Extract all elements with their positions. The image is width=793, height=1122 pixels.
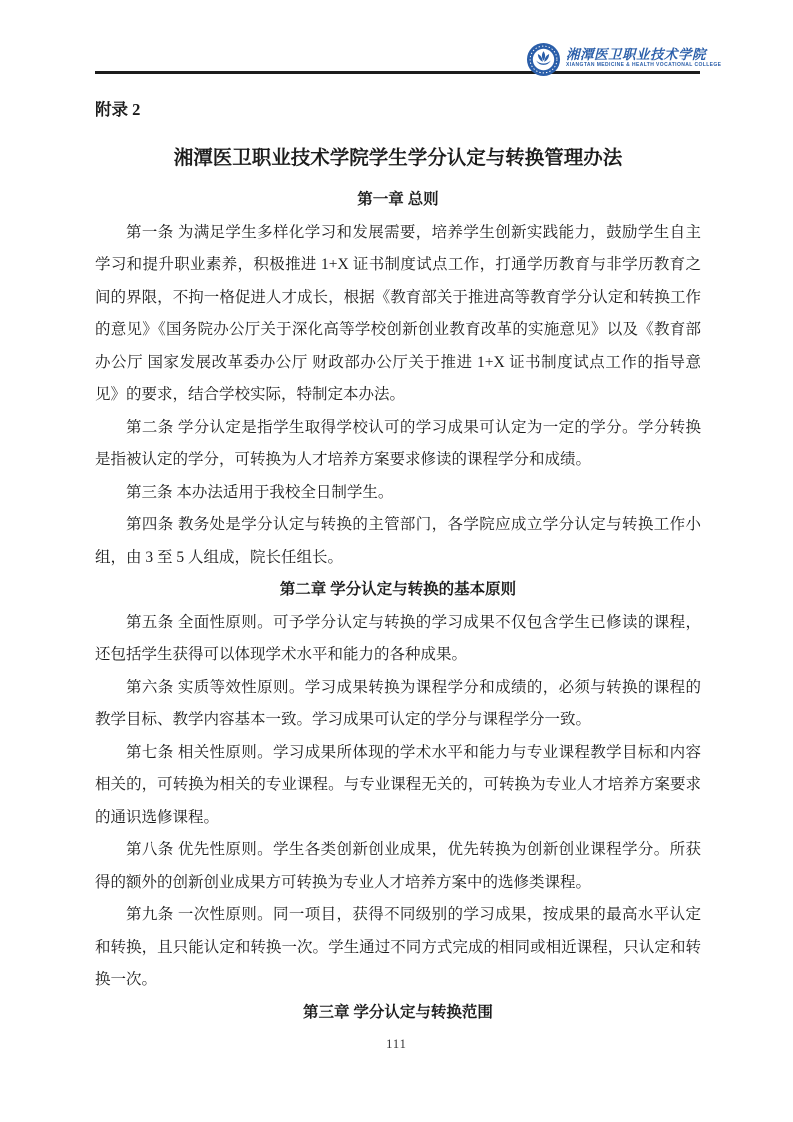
- college-name-en: XIANGTAN MEDICINE & HEALTH VOCATIONAL COLLEGE: [566, 62, 722, 68]
- chapter-heading: 第二章 学分认定与转换的基本原则: [279, 581, 517, 598]
- college-logo: [526, 42, 721, 77]
- college-logo-text: [566, 42, 721, 69]
- paragraph: 第六条 实质等效性原则。学习成果转换为课程学分和成绩的，必须与转换的课程的教学目标、教学内容基本一致。学习成果可认定的学分与课程学分一致。: [95, 678, 701, 728]
- paragraph: 第八条 优先性原则。学生各类创新创业成果，优先转换为创新创业课程学分。所获得的额外的创新创业成果方可转换为专业人才培养方案中的选修类课程。: [95, 841, 701, 891]
- document-content: [95, 100, 701, 1029]
- document-title: 湘潭医卫职业技术学院学生学分认定与转换管理办法: [173, 148, 623, 169]
- paragraph: 第五条 全面性原则。可予学分认定与转换的学习成果不仅包含学生已修读的课程，还包括学生获得可以体现学术水平和能力的各种成果。: [95, 613, 701, 663]
- chapter-heading: 第三章 学分认定与转换范围: [303, 1003, 493, 1021]
- paragraph: 第二条 学分认定是指学生取得学校认可的学习成果可认定为一定的学分。学分转换是指被认定的学分，可转换为人才培养方案要求修读的课程学分和成绩。: [95, 418, 701, 468]
- page-number: 111: [386, 1037, 407, 1051]
- chapter-heading: 第一章 总则: [357, 191, 439, 208]
- paragraph: 第九条 一次性原则。同一项目，获得不同级别的学习成果，按成果的最高水平认定和转换，且只能认定和转换一次。学生通过不同方式完成的相同或相近课程，只认定和转换一次。: [95, 906, 701, 988]
- paragraph: 第四条 教务处是学分认定与转换的主管部门，各学院应成立学分认定与转换工作小组，由 3 至 5 人组成，院长任组长。: [95, 516, 701, 566]
- college-name-cn: 湘潭医卫职业技术学院: [566, 47, 706, 62]
- college-emblem-icon: [526, 42, 561, 77]
- paragraph: 第一条 为满足学生多样化学习和发展需要，培养学生创新实践能力，鼓励学生自主学习和提升职业素养，积极推进 1+X 证书制度试点工作，打通学历教育与非学历教育之间的界限，不拘一格促进人才成长，根据《教育部关于推进高等教育学分认定和转换工作的意见》《国务院办公厅关于深化高等学校创新创业教育改革的实施意见》以及《教育部办公厅 国家发展改革委办公厅 财政部办公厅关于推进 1+X 证书制度试点工作的指导意见》的要求，结合学校实际，特制定本办法。: [95, 223, 701, 403]
- paragraph: 第七条 相关性原则。学习成果所体现的学术水平和能力与专业课程教学目标和内容相关的，可转换为相关的专业课程。与专业课程无关的，可转换为专业人才培养方案要求的通识选修课程。: [95, 743, 701, 826]
- paragraph: 第三条 本办法适用于我校全日制学生。: [126, 483, 394, 501]
- appendix-label: 附录 2: [95, 100, 141, 119]
